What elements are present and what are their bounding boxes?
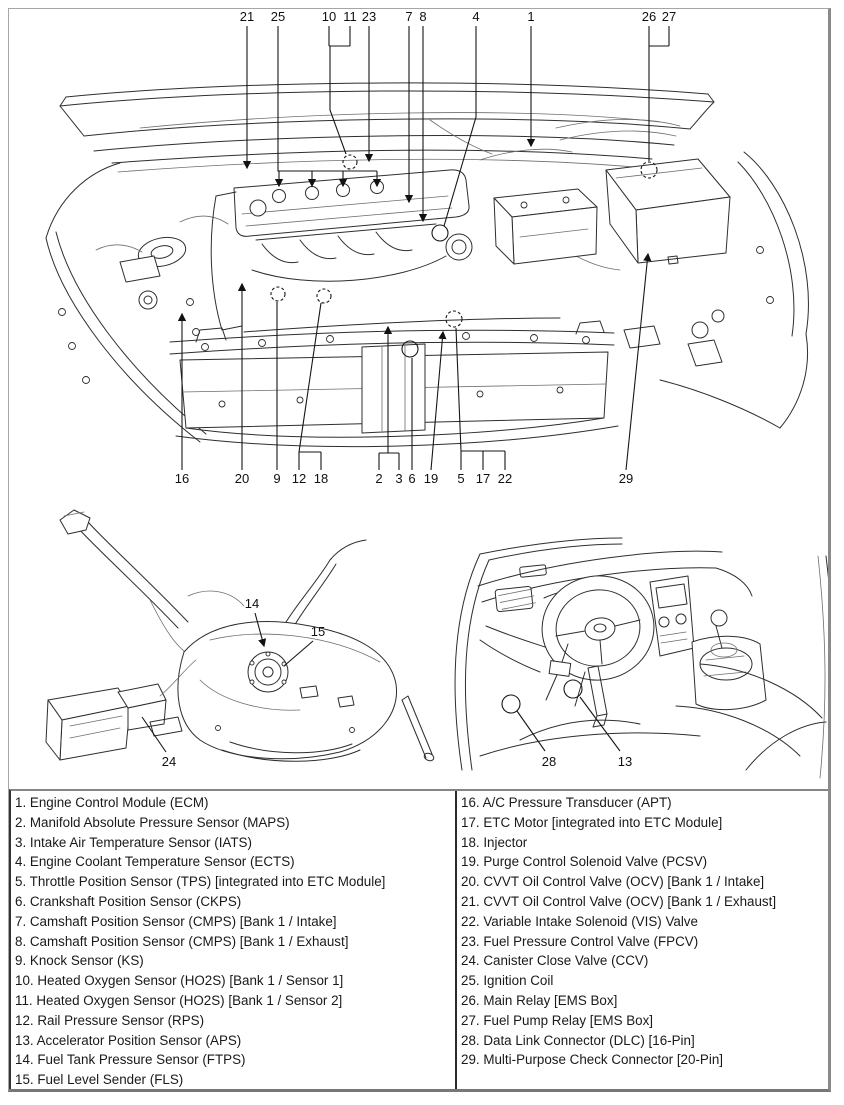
callout-number-10: 10 xyxy=(321,9,337,24)
callout-number-25: 25 xyxy=(270,9,286,24)
callout-number-23: 23 xyxy=(361,9,377,24)
leader-29 xyxy=(626,254,648,470)
legend-item: 21. CVVT Oil Control Valve (OCV) [Bank 1 / Exhaust] xyxy=(461,893,777,909)
air-vent xyxy=(495,565,547,612)
legend-item: 12. Rail Pressure Sensor (RPS) xyxy=(15,1012,205,1028)
callout-number-22: 22 xyxy=(497,471,513,486)
figure-frame xyxy=(8,8,831,1092)
dlc-callout-circle xyxy=(502,695,520,713)
callout-number-5: 5 xyxy=(457,471,465,486)
throttle-body xyxy=(446,234,472,260)
legend-table xyxy=(9,789,828,1089)
callout-number-21: 21 xyxy=(239,9,255,24)
fuel-pump xyxy=(248,652,288,692)
callout-number-19: 19 xyxy=(423,471,439,486)
fuel-tank-body xyxy=(178,622,397,762)
callout-number-1: 1 xyxy=(527,9,535,24)
fuel-tank-drawing xyxy=(46,510,435,762)
legend-item: 13. Accelerator Position Sensor (APS) xyxy=(15,1032,242,1048)
legend-item: 16. A/C Pressure Transducer (APT) xyxy=(461,795,672,810)
callout-number-18: 18 xyxy=(313,471,329,486)
center-stack xyxy=(650,576,694,656)
legend-item: 10. Heated Oxygen Sensor (HO2S) [Bank 1 / Sensor 1] xyxy=(15,973,344,989)
center-bracket xyxy=(362,344,425,433)
legend-item: 29. Multi-Purpose Check Connector [20-Pin] xyxy=(461,1052,723,1068)
legend-item: 22. Variable Intake Solenoid (VIS) Valve xyxy=(461,913,698,929)
legend-item: 1. Engine Control Module (ECM) xyxy=(15,795,209,810)
cowl-line xyxy=(112,150,652,163)
callout-number-3: 3 xyxy=(395,471,403,486)
callout-number-14: 14 xyxy=(244,596,260,611)
legend-item: 19. Purge Control Solenoid Valve (PCSV) xyxy=(461,854,708,870)
pulley xyxy=(139,291,157,309)
callout-number-2: 2 xyxy=(375,471,383,486)
engine-bay-drawing xyxy=(46,83,808,447)
legend-item: 14. Fuel Tank Pressure Sensor (FTPS) xyxy=(15,1052,246,1068)
legend-column-left xyxy=(11,791,455,1089)
legend-item: 27. Fuel Pump Relay [EMS Box] xyxy=(461,1012,654,1028)
diagram-artwork xyxy=(9,9,828,789)
legend-item: 2. Manifold Absolute Pressure Sensor (MAPS) xyxy=(15,814,290,830)
callout-number-7: 7 xyxy=(405,9,413,24)
callout-number-27: 27 xyxy=(661,9,677,24)
legend-item: 7. Camshaft Position Sensor (CMPS) [Bank 1 / Intake] xyxy=(15,913,337,929)
callout-number-15: 15 xyxy=(310,624,326,639)
legend-item: 4. Engine Coolant Temperature Sensor (ECTS) xyxy=(15,854,295,870)
brake-pedal xyxy=(549,661,571,677)
ignition-coil xyxy=(273,190,286,203)
ems-box xyxy=(606,159,730,264)
legend-column-right xyxy=(455,791,828,1089)
oil-cap xyxy=(250,200,266,216)
legend-item: 3. Intake Air Temperature Sensor (IATS) xyxy=(15,834,252,850)
battery xyxy=(494,189,597,264)
callout-number-17: 17 xyxy=(475,471,491,486)
diagram-area xyxy=(9,9,828,789)
legend-item: 28. Data Link Connector (DLC) [16-Pin] xyxy=(461,1032,695,1048)
callout-number-24: 24 xyxy=(161,754,177,769)
legend-item: 15. Fuel Level Sender (FLS) xyxy=(15,1072,184,1088)
interior-drawing xyxy=(455,538,828,778)
legend-item: 9. Knock Sensor (KS) xyxy=(15,953,144,969)
shift-knob xyxy=(711,610,727,626)
callout-number-4: 4 xyxy=(472,9,480,24)
legend-item: 20. CVVT Oil Control Valve (OCV) [Bank 1 / Intake] xyxy=(461,874,765,890)
leader-10-11 xyxy=(329,26,357,169)
callout-number-9: 9 xyxy=(273,471,281,486)
legend-item: 25. Ignition Coil xyxy=(461,973,554,989)
callout-number-12: 12 xyxy=(291,471,307,486)
callout-number-6: 6 xyxy=(408,471,416,486)
callout-number-20: 20 xyxy=(234,471,250,486)
callout-number-11: 11 xyxy=(343,9,357,24)
steering-wheel xyxy=(535,569,660,706)
callout-number-16: 16 xyxy=(174,471,190,486)
hood xyxy=(60,83,714,151)
valve-cover xyxy=(234,170,469,236)
gear-shifter xyxy=(692,610,766,710)
filler-tube-piece xyxy=(402,696,435,762)
legend-item: 6. Crankshaft Position Sensor (CKPS) xyxy=(15,893,242,909)
legend-item: 11. Heated Oxygen Sensor (HO2S) [Bank 1 / Sensor 2] xyxy=(15,992,343,1008)
ignition-coil xyxy=(306,187,319,200)
legend-item: 5. Throttle Position Sensor (TPS) [integrated into ETC Module] xyxy=(15,874,386,890)
legend-item: 17. ETC Motor [integrated into ETC Module] xyxy=(461,814,723,830)
leader-26-27 xyxy=(641,26,669,178)
aps-callout-circle xyxy=(564,680,582,698)
callout-number-13: 13 xyxy=(617,754,633,769)
legend-item: 18. Injector xyxy=(461,834,528,850)
leader-28 xyxy=(502,695,545,751)
callout-number-26: 26 xyxy=(641,9,657,24)
legend-item: 24. Canister Close Valve (CCV) xyxy=(461,953,649,969)
canister-assembly xyxy=(46,660,196,760)
legend-item: 23. Fuel Pressure Control Valve (FPCV) xyxy=(461,933,699,949)
legend-item: 8. Camshaft Position Sensor (CMPS) [Bank 1 / Exhaust] xyxy=(15,933,349,949)
legend-item: 26. Main Relay [EMS Box] xyxy=(461,992,618,1008)
callout-number-8: 8 xyxy=(419,9,427,24)
callout-number-29: 29 xyxy=(618,471,634,486)
callout-number-28: 28 xyxy=(541,754,557,769)
